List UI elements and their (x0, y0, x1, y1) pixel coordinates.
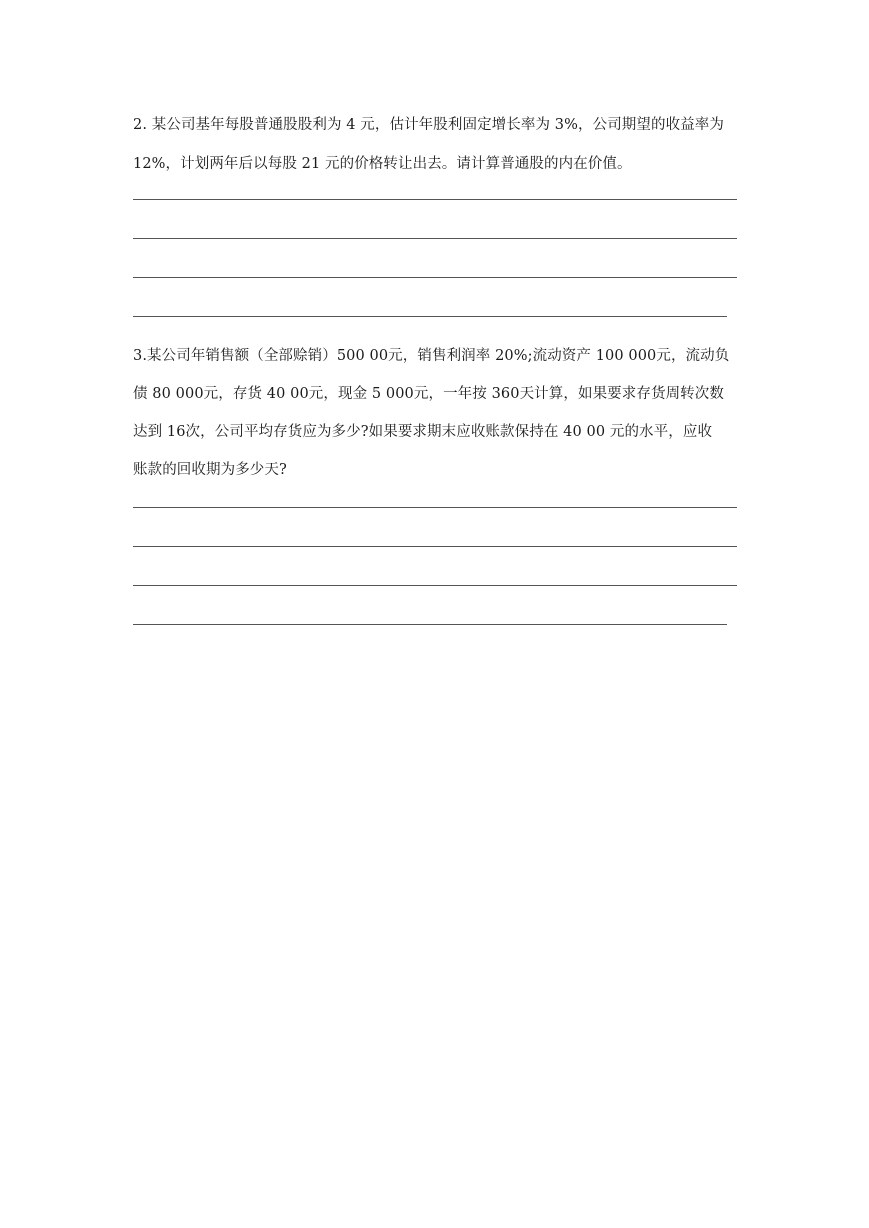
answer-line (133, 507, 737, 508)
question-3-line-3: 达到 16次，公司平均存货应为多少?如果要求期末应收账款保持在 40 00 元的水平，应收 (133, 424, 713, 440)
answer-line (133, 585, 737, 586)
question-2-line-1: 2. 某公司基年每股普通股股利为 4 元，估计年股利固定增长率为 3%，公司期望的收益率为 (133, 117, 724, 133)
question-2 (133, 115, 737, 174)
answer-line (133, 238, 737, 239)
question-3-line-1: 3.某公司年销售额（全部赊销）500 00元，销售利润率 20%;流动资产 100 000元，流动负 (133, 348, 730, 364)
answer-line (133, 624, 727, 625)
answer-line (133, 199, 737, 200)
question-3-line-2: 债 80 000元，存货 40 00元，现金 5 000元，一年按 360天计算，如果要求存货周转次数 (133, 386, 724, 402)
answer-line (133, 316, 727, 317)
answer-line (133, 277, 737, 278)
question-2-answer-lines (133, 199, 737, 355)
question-3-answer-lines (133, 507, 737, 663)
question-3-line-4: 账款的回收期为多少天? (133, 462, 287, 478)
question-3 (133, 346, 737, 480)
answer-line (133, 546, 737, 547)
question-2-line-2: 12%，计划两年后以每股 21 元的价格转让出去。请计算普通股的内在价值。 (133, 156, 632, 172)
